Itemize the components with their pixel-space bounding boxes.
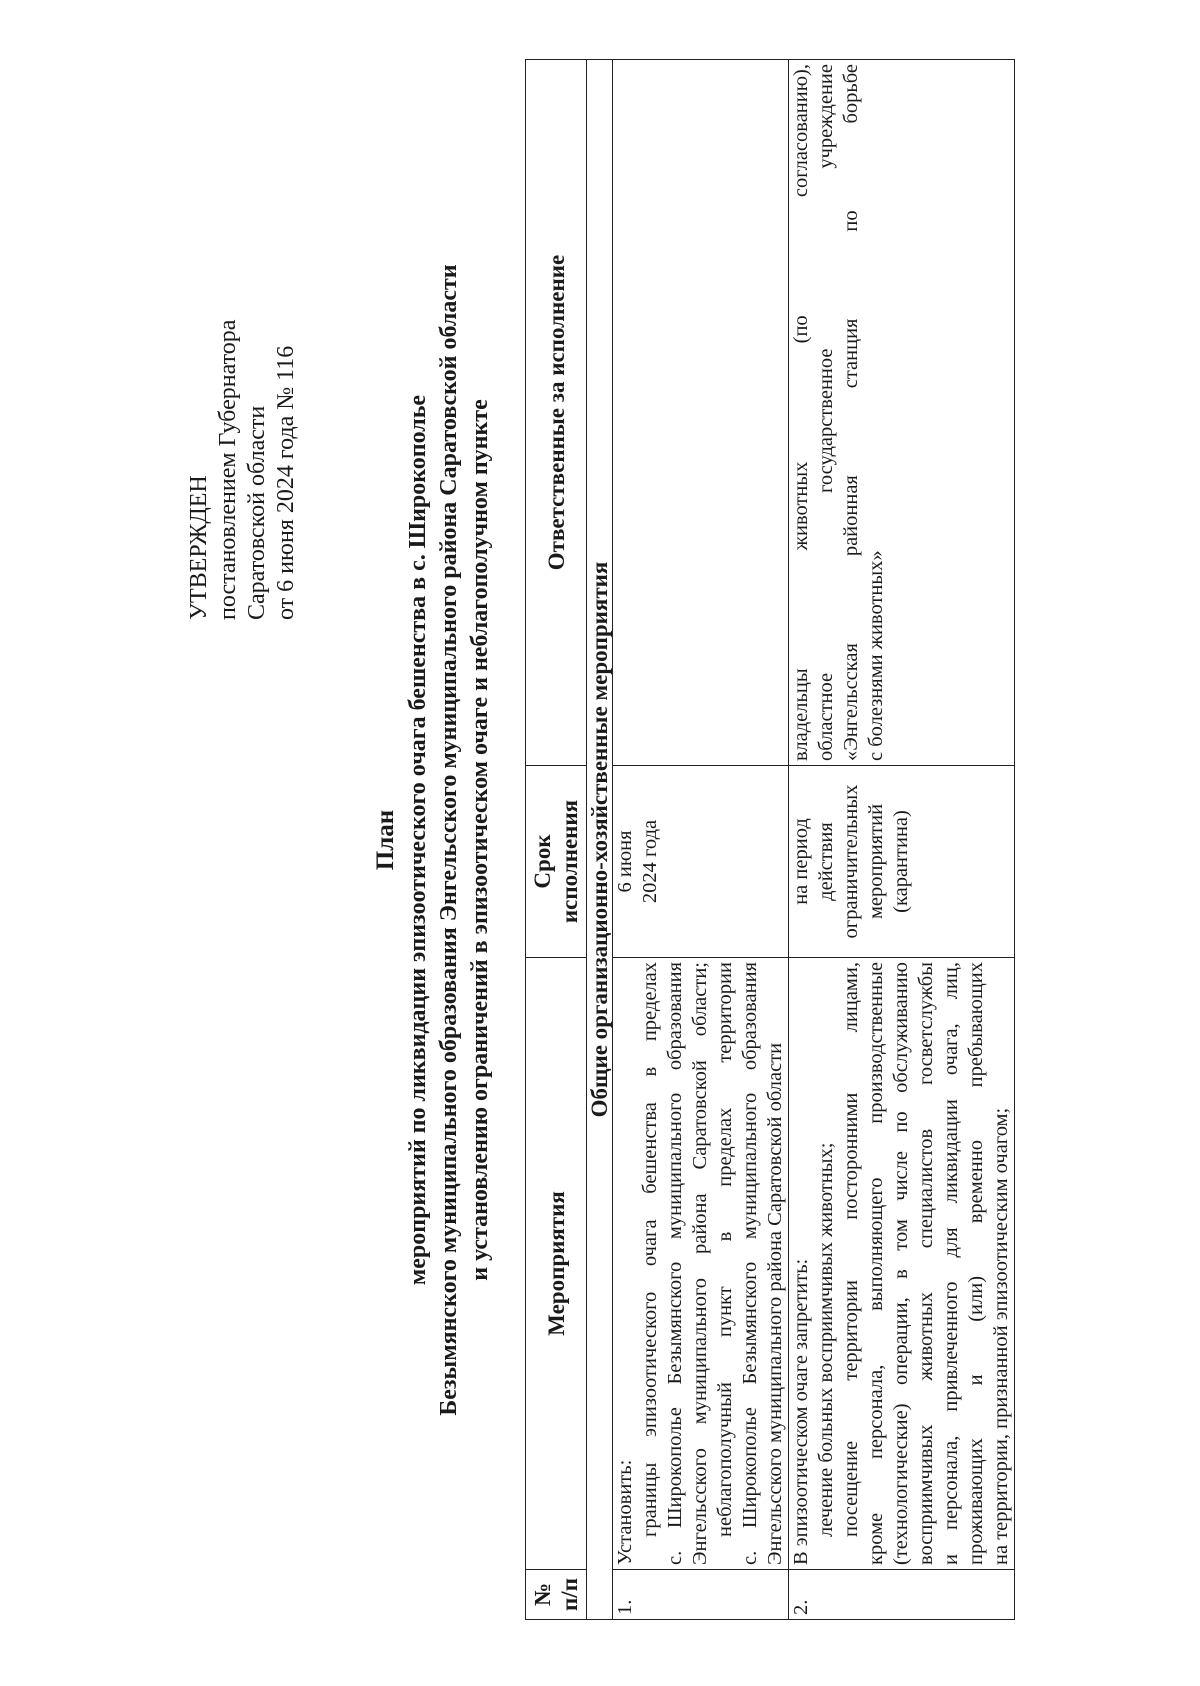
table-header-row [526,60,587,1620]
responsible-line: с болезнями животных» [865,550,887,761]
title-main: План [372,809,399,871]
responsible-line: владельцы животных (по согласованию), [790,64,812,761]
approval-line-4: от 6 июня 2024 года № 116 [273,345,299,620]
measure-line: неблагополучный пункт в пределах территории [714,962,736,1537]
header-deadline: Срок исполнения [526,766,587,958]
row-measures [613,958,789,1570]
plan-table [525,59,1015,1620]
measure-line: проживающих и (или) временно пребывающих [965,962,987,1565]
row-number: 1. [613,1570,789,1620]
rotated-content [30,30,1170,1650]
measure-line: (технологические) операции, в том числе по обслуживанию [890,962,912,1565]
approval-line-3: Саратовской области [244,405,270,620]
deadline-line: на период [790,818,812,905]
title-line-1: мероприятий по ликвидации эпизоотического очага бешенства в с. Широкополье [405,394,431,1286]
measure-line: В эпизоотическом очаге запретить: [790,1258,812,1565]
measure-line: восприимчивых животных специалистов госветслужбы [915,962,937,1565]
measure-line: посещение территории посторонними лицами, [840,962,862,1537]
section-title: Общие организационно-хозяйственные мероприятия [587,60,613,1620]
header-num: № п/п [526,1570,587,1620]
row-deadline [789,766,1015,958]
measure-line: и персонала, привлеченного для ликвидации очага, лиц, [940,962,962,1565]
title-line-3: и установлению ограничений в эпизоотическом очаге и неблагополучном пункте [467,399,493,1281]
measure-line: Установить: [614,1459,636,1565]
header-responsible: Ответственные за исполнение [526,60,587,766]
responsible-line: «Энгельсская районная станция по борьбе [840,64,862,761]
deadline-line: (карантина) [890,810,912,913]
deadline-line: 6 июня [614,830,636,893]
approval-stamp [185,150,301,620]
responsible-line: областное государственное учреждение [815,64,837,761]
row-measures [789,958,1015,1570]
header-measures: Мероприятия [526,958,587,1570]
table-row [789,60,1015,1620]
deadline-line: действия [815,822,837,901]
approval-line-1: УТВЕРЖДЕН [186,475,212,620]
approval-line-2: постановлением Губернатора [215,319,241,620]
deadline-line: мероприятий [865,803,887,920]
measure-line: кроме персонала, выполняющего производственные [865,962,887,1565]
row-responsible [613,60,789,766]
deadline-line: 2024 года [639,819,661,904]
measure-line: на территории, признанной эпизоотическим очагом; [990,1107,1012,1565]
measure-line: Энгельсского муниципального района Саратовской области [764,1042,786,1565]
document-title [370,90,496,1590]
measure-line: с. Широкополье Безымянского муниципального образования [664,962,686,1565]
measure-line: лечение больных восприимчивых животных; [815,1142,837,1537]
deadline-line: ограничительных [840,784,862,939]
measure-line: границы эпизоотического очага бешенства в пределах [639,962,661,1537]
measure-line: с. Широкополье Безымянского муниципального образования [739,962,761,1565]
measure-line: Энгельсского муниципального района Саратовской области; [689,962,711,1565]
table-row [613,60,789,1620]
section-row [587,60,613,1620]
title-line-2: Безымянского муниципального образования Энгельсского муниципального района Саратовской области [436,264,462,1416]
row-deadline [613,766,789,958]
row-number: 2. [789,1570,1015,1620]
row-responsible [789,60,1015,766]
